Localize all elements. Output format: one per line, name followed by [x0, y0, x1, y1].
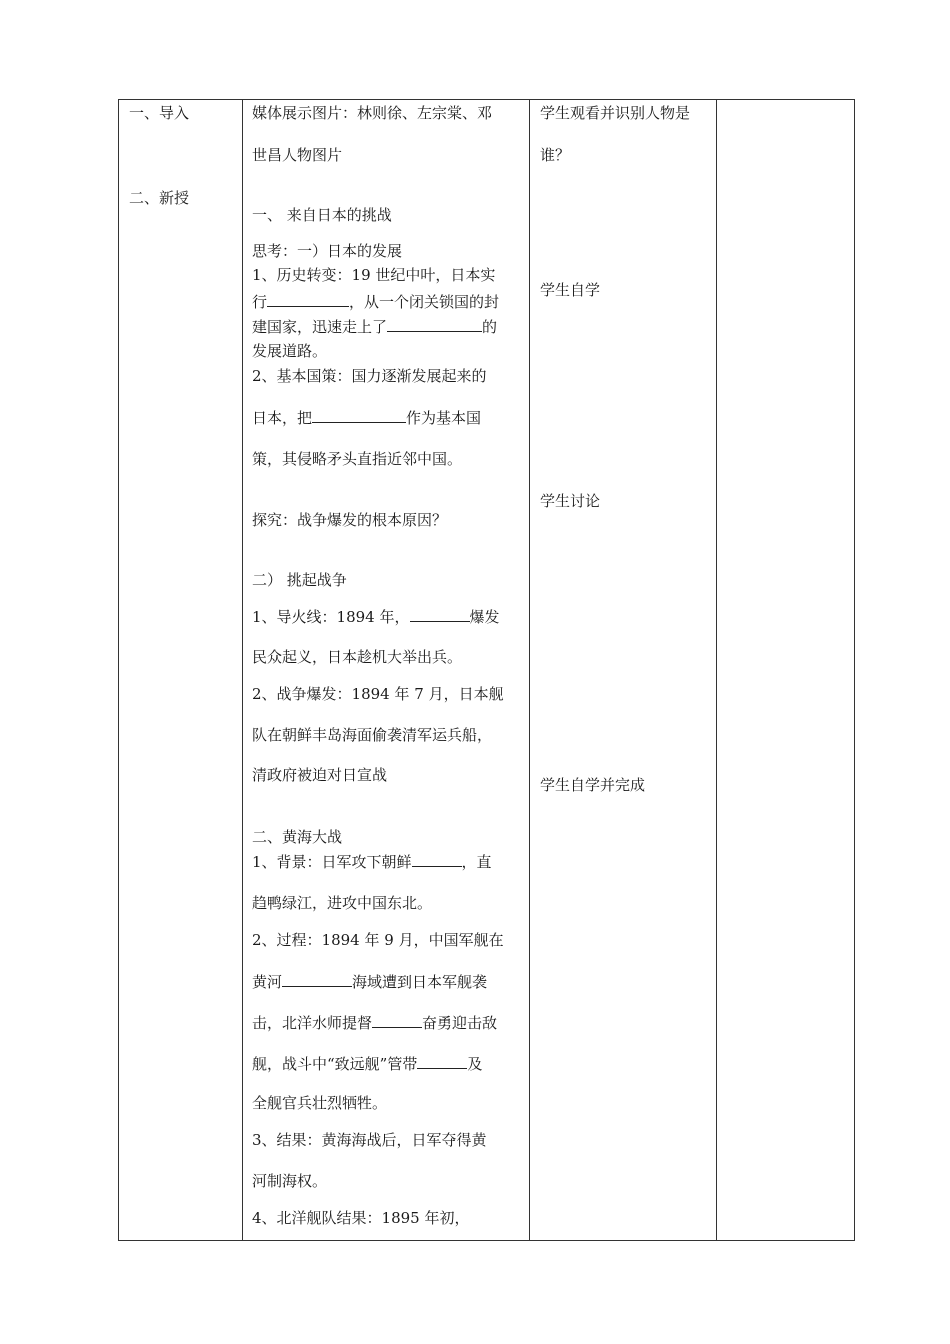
text: 日本，把 — [252, 409, 313, 427]
content-line — [252, 971, 487, 992]
text: 击，北洋水师提督 — [252, 1014, 373, 1032]
content-line — [252, 1012, 497, 1033]
fill-blank — [387, 316, 482, 332]
content-line: 民众起义，日本趁机大举出兵。 — [252, 648, 463, 666]
content-line: 策，其侵略矛头直指近邻中国。 — [252, 450, 463, 468]
content-line — [252, 1053, 482, 1074]
content-line: 2、基本国策：国力逐渐发展起来的 — [252, 367, 487, 385]
text: 行 — [252, 293, 268, 311]
content-line: 河制海权。 — [252, 1172, 328, 1190]
content-line — [252, 291, 499, 312]
content-line: 全舰官兵壮烈牺牲。 — [252, 1094, 388, 1112]
text: 建国家，迅速走上了 — [252, 318, 388, 336]
text: 及 — [467, 1055, 483, 1073]
text: 黄河 — [252, 973, 283, 991]
content-line: 探究：战争爆发的根本原因？ — [252, 511, 448, 529]
content-line: 队在朝鲜丰岛海面偷袭清军运兵船， — [252, 726, 493, 744]
content-line — [252, 606, 500, 627]
content-line — [252, 407, 481, 428]
content-line — [252, 316, 497, 337]
section-new-lesson: 二、新授 — [129, 189, 190, 207]
content-line: 2、过程：1894 年 9 月，中国军舰在 — [252, 931, 504, 949]
fill-blank — [267, 291, 349, 307]
fill-blank — [282, 971, 352, 987]
fill-blank — [412, 851, 462, 867]
content-line: 思考：一）日本的发展 — [252, 242, 403, 260]
fill-blank — [410, 606, 470, 622]
content-line: 3、结果：黄海海战后，日军夺得黄 — [252, 1131, 487, 1149]
section-intro: 一、导入 — [129, 104, 190, 122]
fill-blank — [417, 1053, 467, 1069]
student-activity: 谁？ — [540, 146, 571, 164]
content-line: 2、战争爆发：1894 年 7 月，日本舰 — [252, 685, 504, 703]
text: 1、导火线：1894 年， — [252, 608, 410, 626]
student-activity: 学生讨论 — [540, 492, 601, 510]
content-line: 世昌人物图片 — [252, 146, 343, 164]
notes-column — [717, 100, 854, 1240]
text: 的 — [482, 318, 498, 336]
table-border-bottom — [118, 1240, 855, 1241]
content-line: 趋鸭绿江，进攻中国东北。 — [252, 894, 433, 912]
text: 舰，战斗中“致远舰”管带 — [252, 1055, 418, 1073]
text: 爆发 — [469, 608, 500, 626]
text: ，直 — [461, 853, 492, 871]
table-divider-1 — [242, 99, 243, 1241]
heading-yellow-sea-battle: 二、黄海大战 — [252, 828, 343, 846]
student-activity: 学生自学 — [540, 281, 601, 299]
student-activity: 学生观看并识别人物是 — [540, 104, 691, 122]
fill-blank — [372, 1012, 422, 1028]
table-border-right — [854, 99, 855, 1241]
text: 海域遭到日本军舰袭 — [352, 973, 488, 991]
content-line: 发展道路。 — [252, 342, 328, 360]
text: 作为基本国 — [406, 409, 482, 427]
text: 奋勇迎击敌 — [422, 1014, 498, 1032]
text: 1、背景：日军攻下朝鲜 — [252, 853, 412, 871]
content-line: 清政府被迫对日宣战 — [252, 766, 388, 784]
content-line: 媒体展示图片：林则徐、左宗棠、邓 — [252, 104, 493, 122]
heading-japan-challenge: 一、 来自日本的挑战 — [252, 206, 392, 224]
content-line — [252, 851, 492, 872]
fill-blank — [312, 407, 406, 423]
table-divider-2 — [529, 99, 530, 1241]
content-line: 4、北洋舰队结果：1895 年初， — [252, 1209, 470, 1227]
content-line: 1、历史转变：19 世纪中叶，日本实 — [252, 266, 496, 284]
heading-provoke-war: 二） 挑起战争 — [252, 571, 347, 589]
table-border-left — [118, 99, 119, 1241]
student-activity: 学生自学并完成 — [540, 776, 646, 794]
text: ，从一个闭关锁国的封 — [349, 293, 500, 311]
